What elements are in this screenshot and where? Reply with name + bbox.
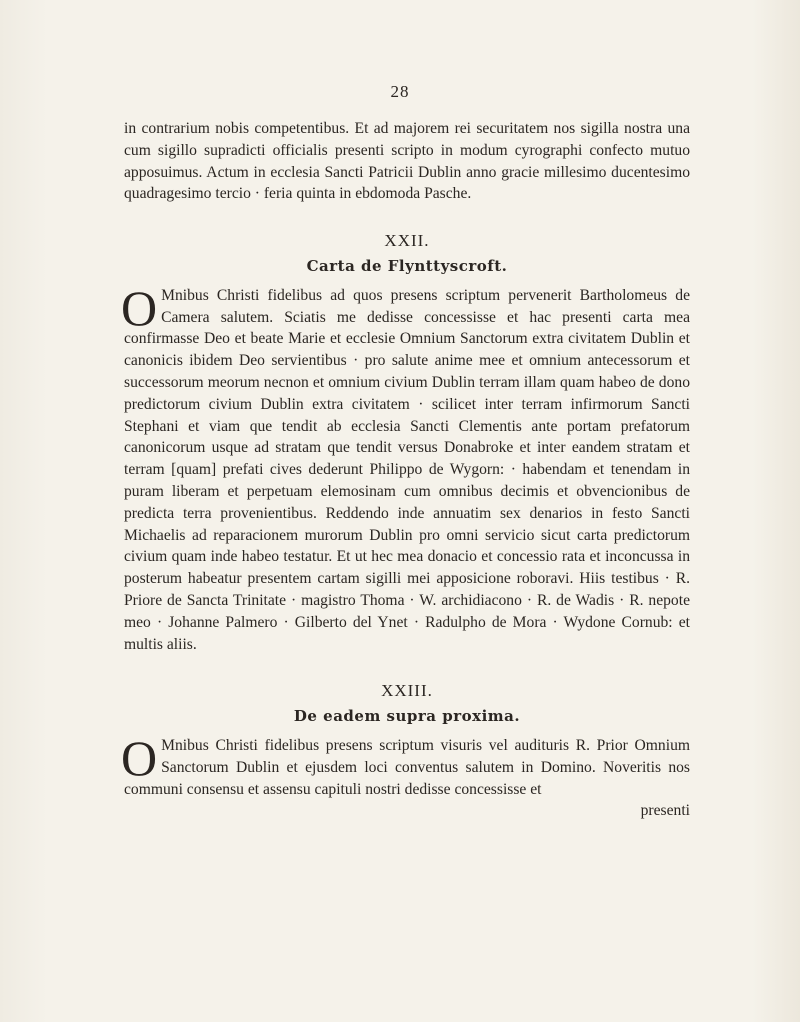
charter-number: XXIII.	[381, 681, 433, 701]
charter-xxiii	[121, 680, 690, 822]
charter-xxii	[121, 230, 690, 655]
charter-number: XXII.	[384, 231, 430, 251]
charter-title: Carta de Flynttyscroft.	[306, 256, 508, 275]
text-column	[121, 118, 690, 822]
drop-cap-initial: O	[121, 729, 158, 786]
intro-paragraph: in contrarium nobis competentibus. Et ad majorem rei securitatem nos sigilla nostra una cum sigillo supradicti officialis presenti scripto in modum cyrographi confecto mutuo apposuimus. Actum in ecclesia Sancti Patricii Dublin anno gracie millesimo ducentesimo quadragesimo tercio · feria quinta in ebdomoda Pasche.	[124, 120, 690, 203]
charter-text: Mnibus Christi fidelibus presens scriptum visuris vel audituris R. Prior Omnium Sanctorum Dublin et ejusdem loci conventus salutem in Domino. Noveritis nos communi consensu et assensu capituli nostri dedisse concessisse et	[124, 736, 690, 798]
catchword: presenti	[640, 802, 690, 820]
charter-body	[121, 279, 690, 656]
page-number: 28	[390, 82, 410, 101]
charter-title: De eadem supra proxima.	[293, 707, 521, 726]
charter-body	[121, 729, 690, 800]
charter-text: Mnibus Christi fidelibus ad quos presens scriptum pervenerit Bartholomeus de Camera salutem. Sciatis me dedisse concessisse et hac presenti carta mea confirmasse Deo et beate Marie et ecclesie Omnium Sanctorum extra civitatem Dublin et canonicis ibidem Deo servientibus · pro salute anime mee et omnium antecessorum et successorum meorum necnon et omnium civium Dublin terram illam quam habeo de dono predictorum civium Dublin extra civitatem · scilicet inter terram infirmorum Sancti Stephani et viam que tendit ab ecclesia Sancti Clementis ante portam prefatorum canonicorum usque ad stratam que tendit versus Donabroke et inter eandem stratam et terram [quam] prefati cives dederunt Philippo de Wygorn: · habendam et tenendam in puram liberam et perpetuam elemosinam cum omnibus decimis et obvencionibus de predicta terra provenientibus. Reddendo inde annuatim sex denarios in festo Sancti Michaelis ad reparacionem murorum Dublin pro omni servicio sicut carta predictorum civium quam inde habeo testatur. Et ut hec mea donacio et concessio rata et inconcussa in posterum habeatur presentem cartam sigilli mei apposicione roboravi. Hiis testibus · R. Priore de Sancta Trinitate · magistro Thoma · W. archidiacono · R. de Wadis · R. nepote meo · Johanne Palmero · Gilberto del Ynet · Radulpho de Mora · Wydone Cornub: et multis aliis.	[124, 286, 690, 653]
drop-cap-initial: O	[121, 279, 158, 336]
